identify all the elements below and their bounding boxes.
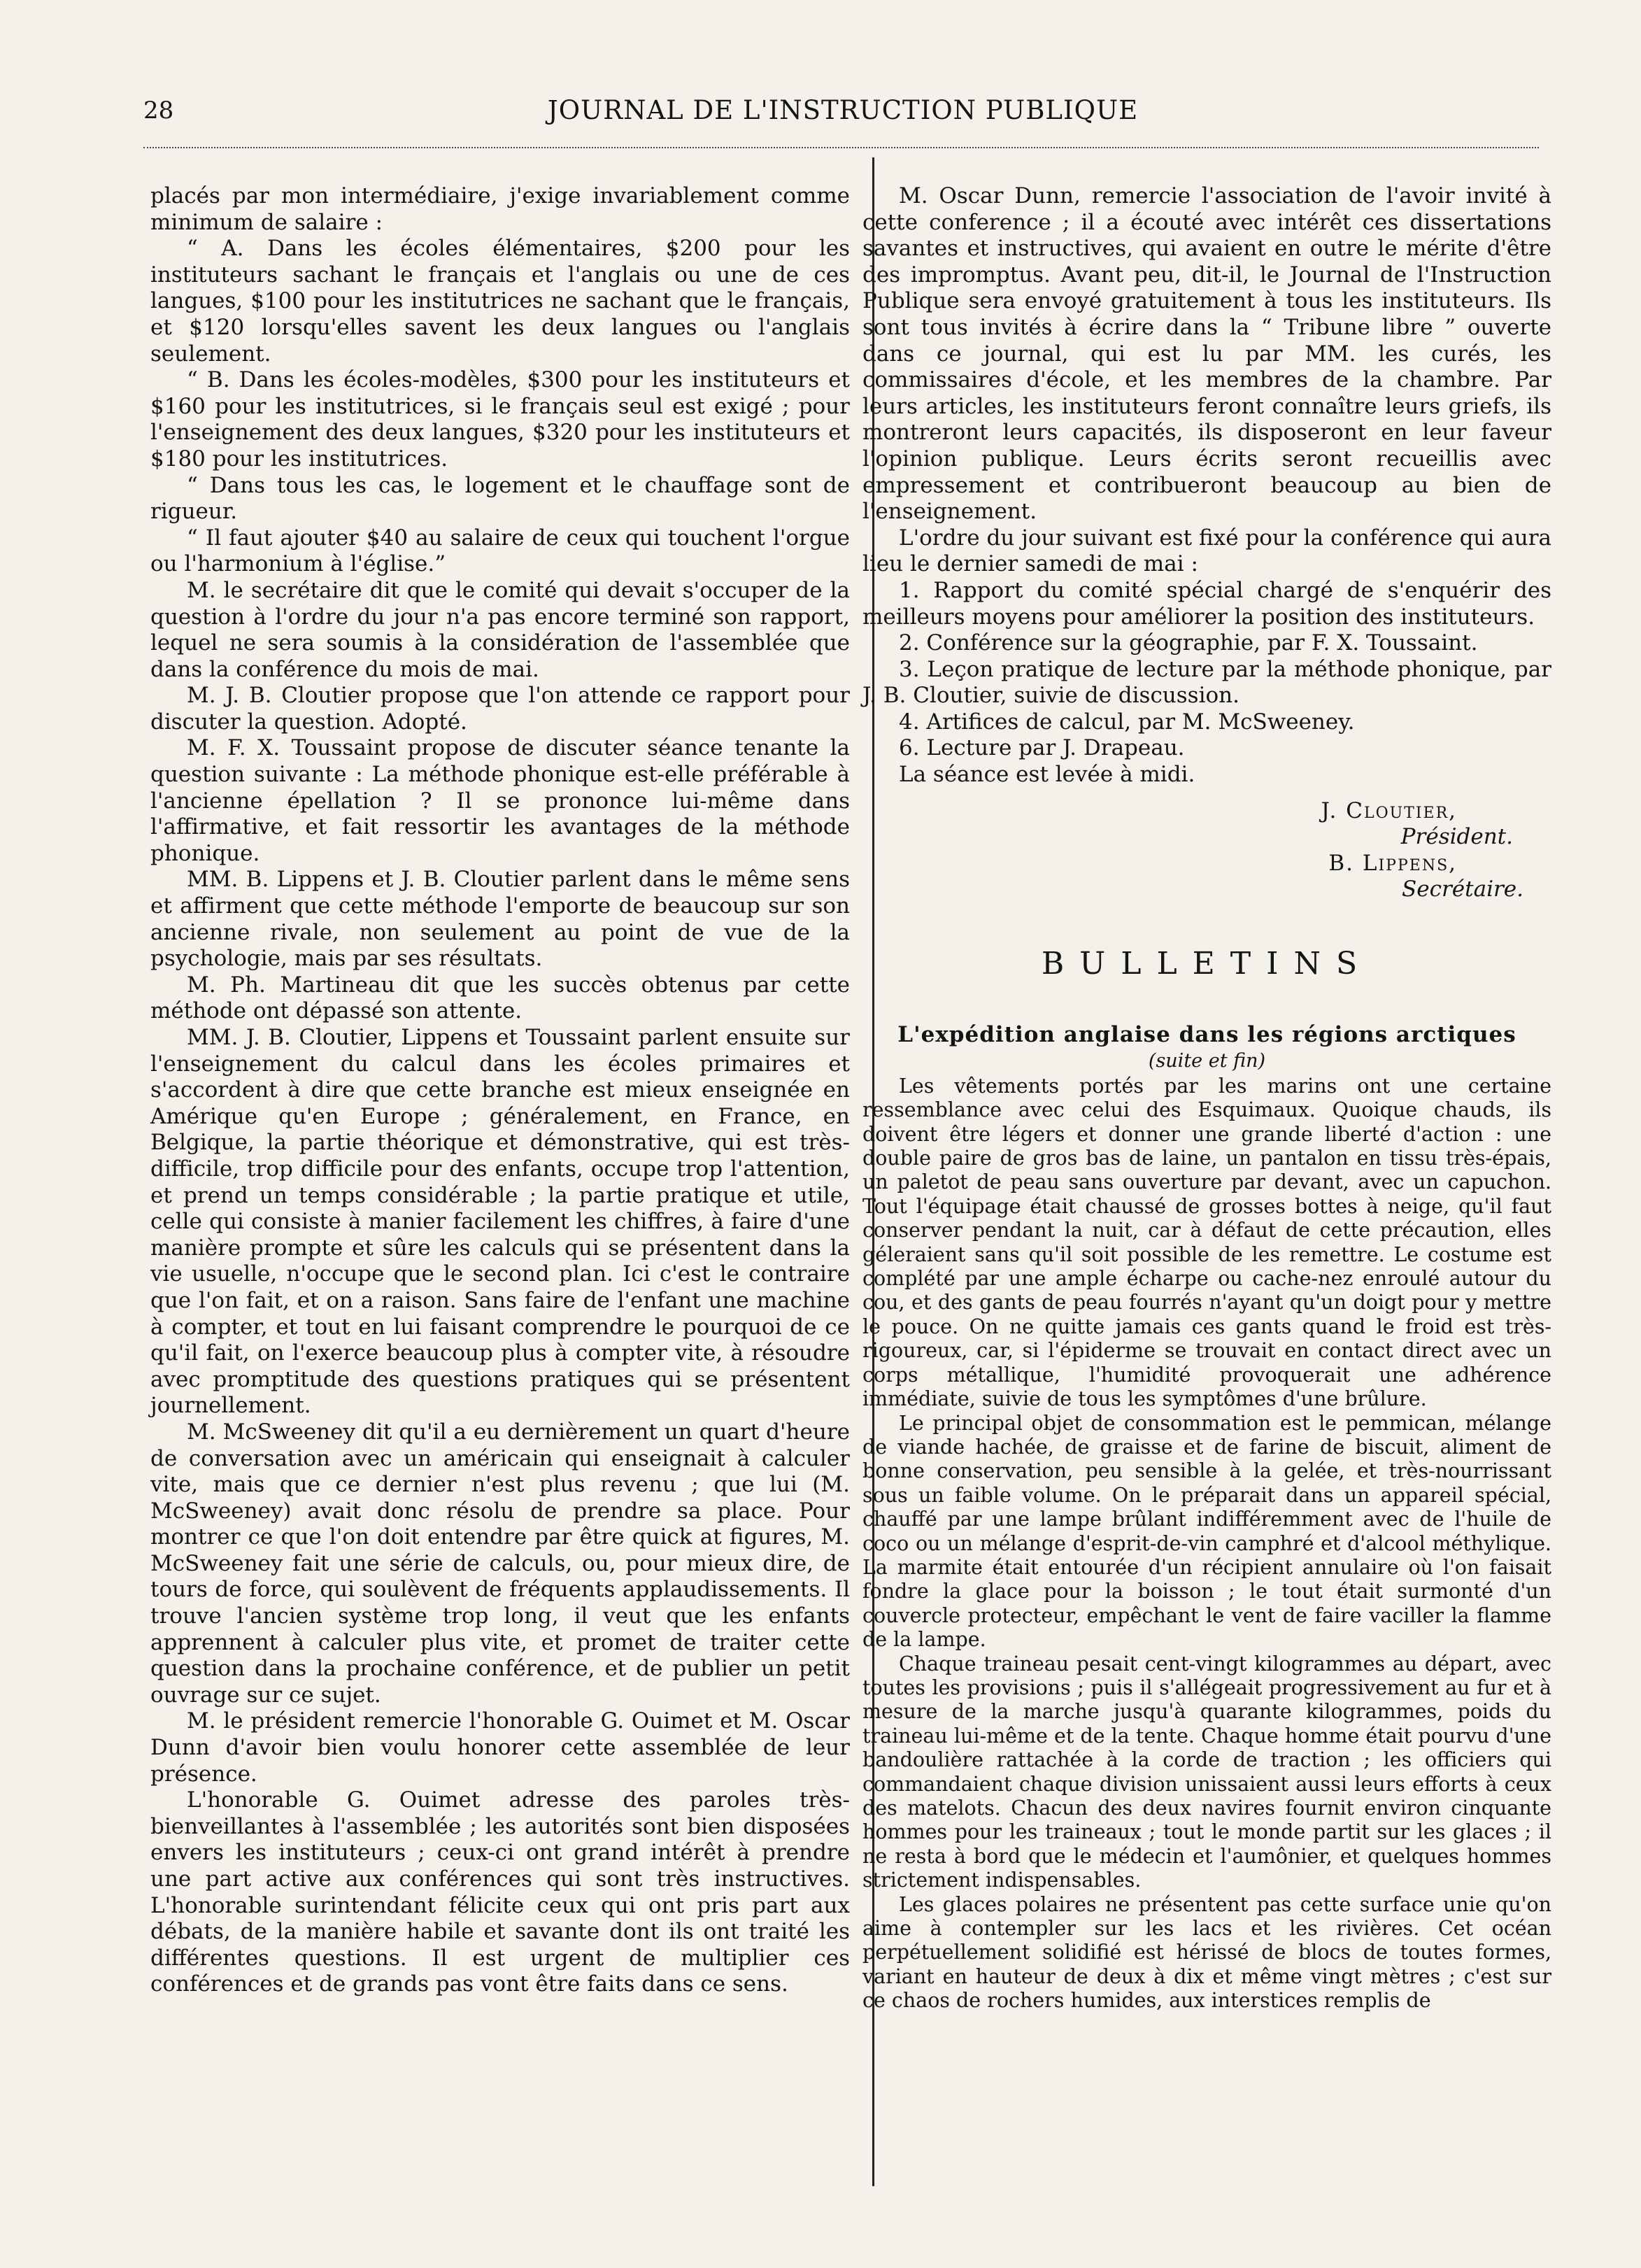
header-rule [143,147,1539,148]
paragraph: M. Oscar Dunn, remercie l'association de l'avoir invité à cette conference ; il a écouté avec intérêt ces dissertations savantes et instructives, qui avaient en outre le mérite d'être des impromptus. Avant peu, dit-il, le Journal de l'Instruction Publique sera envoyé gratuitement à tous les instituteurs. Ils sont tous invités à écrire dans la “ Tribune libre ” ouverte dans ce journal, qui est lu par MM. les curés, les commissaires d'école, et les membres de la chambre. Par leurs articles, les instituteurs feront connaître leurs griefs, ils montreront leurs capacités, ils disposeront en leur faveur l'opinion publique. Leurs écrits seront recueillis avec empressement et contribueront beaucoup au bien de l'enseignement. [862,183,1551,525]
president-role: Président. [1400,824,1513,850]
right-column [862,183,1551,2013]
agenda-item: 3. Leçon pratique de lecture par la méthode phonique, par J. B. Cloutier, suivie de discussion. [862,656,1551,709]
paragraph: MM. B. Lippens et J. B. Cloutier parlent dans le même sens et affirment que cette méthode l'emporte de beaucoup sur son ancienne rivale, non seulement au point de vue de la psychologie, mais par ses résultats. [150,867,850,972]
paragraph: Les vêtements portés par les marins ont une certaine ressemblance avec celui des Esquimaux. Quoique chauds, ils doivent être légers et donner une grande liberté d'action : une double paire de gros bas de laine, un pantalon en tissu très-épais, un paletot de peau sans ouverture par devant, avec un capuchon. Tout l'équipage était chaussé de grosses bottes à neige, qu'il faut conserver pendant la nuit, car à défaut de cette précaution, elles géleraient sans qu'il soit possible de les remettre. Le costume est complété par une ample écharpe ou cache-nez enroulé autour du cou, et des gants de peau fourrés n'ayant qu'un doigt pour y mettre le pouce. On ne quitte jamais ces gants quand le froid est très-rigoureux, car, si l'épiderme se trouvait en contact direct avec un corps métallique, l'humidité provoquerait une adhérence immédiate, suivie de tous les symptômes d'une brûlure. [862,1074,1551,1411]
secretary-signature [862,851,1551,877]
president-name: J. Cloutier, [1321,798,1457,823]
paragraph: Les glaces polaires ne présentent pas cette surface unie qu'on aime à contempler sur les lacs et les rivières. Cet océan perpétuellement solidifié est hérissé de blocs de toutes formes, variant en hauteur de deux à dix et même vingt mètres ; c'est sur ce chaos de rochers humides, aux interstices remplis de [862,1892,1551,2013]
running-title: JOURNAL DE L'INSTRUCTION PUBLIQUE [547,95,1139,125]
paragraph: M. Ph. Martineau dit que les succès obtenus par cette méthode ont dépassé son attente. [150,972,850,1024]
paragraph: “ Dans tous les cas, le logement et le chauffage sont de rigueur. [150,472,850,525]
agenda-item: 4. Artifices de calcul, par M. McSweeney. [899,709,1355,735]
paragraph: “ Il faut ajouter $40 au salaire de ceux qui touchent l'orgue ou l'harmonium à l'église.” [150,525,850,577]
paragraph: M. le président remercie l'honorable G. Ouimet et M. Oscar Dunn d'avoir bien voulu honorer cette assemblée de leur présence. [150,1708,850,1787]
secretary-role: Secrétaire. [1402,877,1523,902]
secretary-name: B. Lippens, [1328,850,1457,876]
paragraph: Le principal objet de consommation est le pemmican, mélange de viande hachée, de graisse et de farine de biscuit, aliment de bonne conservation, peu sensible à la gelée, et très-nourrissant sous un faible volume. On le préparait dans un appareil spécial, chauffé par une lampe brûlant indifféremment avec de l'huile de coco ou un mélange d'esprit-de-vin camphré et d'alcool méthylique. La marmite était entourée d'un récipient annulaire où l'on faisait fondre la glace pour la boisson ; le tout était surmonté d'un couvercle protecteur, empêchant le vent de faire vaciller la flamme de la lampe. [862,1411,1551,1652]
article-subtitle: (suite et fin) [1148,1050,1266,1072]
article-title: L'expédition anglaise dans les régions arctiques [897,1021,1516,1047]
paragraph: placés par mon intermédiaire, j'exige invariablement comme minimum de salaire : [150,183,850,235]
paragraph: M. F. X. Toussaint propose de discuter séance tenante la question suivante : La méthode phonique est-elle préférable à l'ancienne épellation ? Il se prononce lui-même dans l'affirmative, et fait ressortir les avantages de la méthode phonique. [150,735,850,866]
agenda-item: 2. Conférence sur la géographie, par F. X. Toussaint. [899,630,1478,656]
secretary-role-line [862,877,1551,903]
paragraph: L'ordre du jour suivant est fixé pour la conférence qui aura lieu le dernier samedi de mai : [862,525,1551,577]
page-number: 28 [143,97,174,125]
paragraph: M. le secrétaire dit que le comité qui devait s'occuper de la question à l'ordre du jour n'a pas encore terminé son rapport, lequel ne sera soumis à la considération de l'assemblée que dans la conférence du mois de mai. [150,577,850,682]
agenda-item: 1. Rapport du comité spécial chargé de s'enquérir des meilleurs moyens pour améliorer la position des instituteurs. [862,577,1551,630]
article-body [862,1075,1551,2013]
paragraph: Chaque traineau pesait cent-vingt kilogrammes au départ, avec toutes les provisions ; puis il s'allégeait progressivement au fur et à mesure de la marche jusqu'à quarante kilogrammes, poids du traineau lui-même et de la tente. Chaque homme était pourvu d'une bandoulière rattachée à la corde de traction ; les officiers qui commandaient chaque division unissaient aussi leurs efforts à ceux des matelots. Chacun des deux navires fournit environ cinquante hommes pour les traineaux ; tout le monde partit sur les glaces ; il ne resta à bord que le médecin et l'aumônier, et quelques hommes strictement indispensables. [862,1652,1551,1892]
paragraph: La séance est levée à midi. [899,762,1195,788]
page-header [143,91,1542,133]
paragraph: “ A. Dans les écoles élémentaires, $200 pour les instituteurs sachant le français et l'anglais ou une de ces langues, $100 pour les institutrices ne sachant que le français, et $120 lorsqu'elles savent les deux langues ou l'anglais seulement. [150,236,850,367]
paragraph: “ B. Dans les écoles-modèles, $300 pour les instituteurs et $160 pour les institutrices, si le français seul est exigé ; pour l'enseignement des deux langues, $320 pour les instituteurs et $180 pour les institutrices. [150,367,850,472]
agenda-item: 6. Lecture par J. Drapeau. [899,735,1185,761]
bulletins-heading: BULLETINS [1041,946,1373,982]
paragraph: L'honorable G. Ouimet adresse des paroles très-bienveillantes à l'assemblée ; les autorités sont bien disposées envers les instituteurs ; ceux-ci ont grand intérêt à prendre une part active aux conférences qui sont très instructives. L'honorable surintendant félicite ceux qui ont pris part aux débats, de la manière habile et savante dont ils ont traité les différentes questions. Il est urgent de multiplier ces conférences et de grands pas vont être faits dans ce sens. [150,1787,850,1997]
left-column [150,183,850,1998]
president-signature [862,798,1551,825]
paragraph: M. J. B. Cloutier propose que l'on attende ce rapport pour discuter la question. Adopté. [150,683,850,735]
president-role-line [862,824,1551,851]
paragraph: MM. J. B. Cloutier, Lippens et Toussaint parlent ensuite sur l'enseignement du calcul dans les écoles primaires et s'accordent à dire que cette branche est mieux enseignée en Amérique qu'en Europe ; généralement, en France, en Belgique, la partie théorique et démonstrative, qui est très-difficile, trop difficile pour des enfants, occupe trop l'attention, et prend un temps considérable ; la partie pratique et utile, celle qui consiste à manier facilement les chiffres, à faire d'une manière prompte et sûre les calculs qui se présentent dans la vie usuelle, n'occupe que le second plan. Ici c'est le contraire que l'on fait, et on a raison. Sans faire de l'enfant une machine à compter, et tout en lui faisant comprendre le pourquoi de ce qu'il fait, on l'exerce beaucoup plus à compter vite, à résoudre avec promptitude des questions pratiques qui se présentent journellement. [150,1025,850,1419]
paragraph: M. McSweeney dit qu'il a eu dernièrement un quart d'heure de conversation avec un américain qui enseignait à calculer vite, mais que ce dernier n'est plus revenu ; que lui (M. McSweeney) avait donc résolu de prendre sa place. Pour montrer ce que l'on doit entendre par être quick at figures, M. McSweeney fait une série de calculs, ou, pour mieux dire, de tours de force, qui soulèvent de fréquents applaudissements. Il trouve l'ancien système trop long, il veut que les enfants apprennent à calculer plus vite, et promet de traiter cette question dans la prochaine conférence, et de publier un petit ouvrage sur ce sujet. [150,1419,850,1708]
